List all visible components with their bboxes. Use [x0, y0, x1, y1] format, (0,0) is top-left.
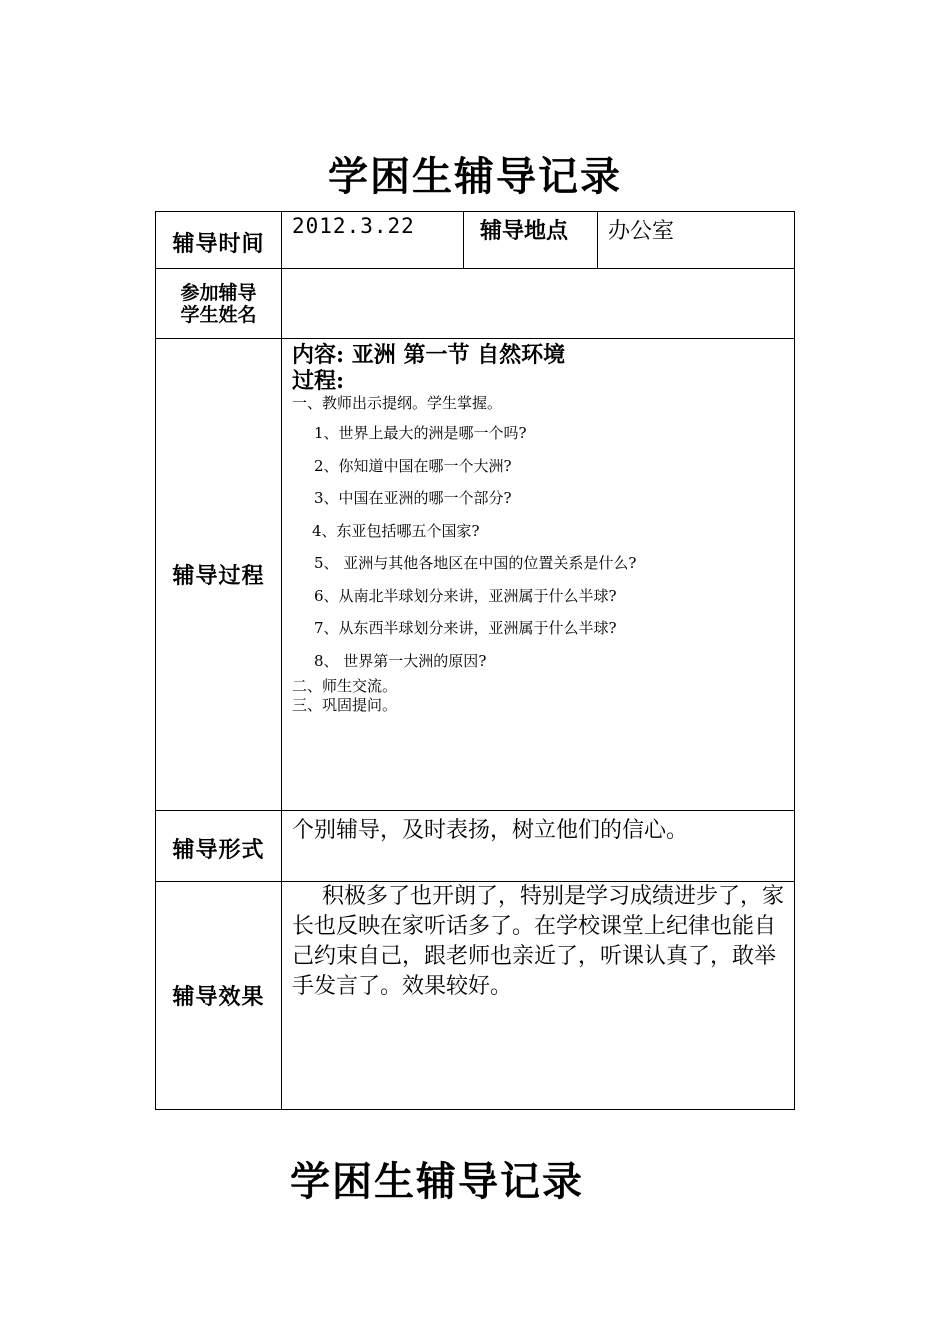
question-item: 4、东亚包括哪五个国家?: [312, 521, 480, 540]
students-value: [282, 269, 794, 338]
students-label: [156, 269, 281, 338]
process-title: 过程:: [292, 368, 345, 394]
effect-value: 积极多了也开朗了，特别是学习成绩进步了，家长也反映在家听话多了。在学校课堂上纪律也能自己约束自己，跟老师也亲近了，听课认真了，敢举手发言了。效果较好。: [292, 884, 785, 999]
process-step2: 二、师生交流。: [292, 677, 398, 695]
question-item: 6、从南北半球划分来讲，亚洲属于什么半球?: [314, 586, 617, 605]
page-title-repeat: 学困生辅导记录: [290, 1158, 584, 1205]
process-topic: 内容: 亚洲 第一节 自然环境: [292, 342, 566, 368]
question-item: 3、中国在亚洲的哪一个部分?: [314, 489, 512, 507]
students-label-line1: 参加辅导: [180, 281, 257, 304]
effect-label: 辅导效果: [172, 984, 265, 1010]
question-item: 1、世界上最大的洲是哪一个吗?: [314, 424, 527, 442]
record-table: [155, 211, 795, 1110]
page-title: 学困生辅导记录: [328, 153, 622, 200]
place-value: 办公室: [608, 219, 675, 244]
time-label: 辅导时间: [172, 230, 265, 257]
place-label: 辅导地点: [480, 218, 569, 244]
students-label-line2: 学生姓名: [180, 303, 257, 326]
question-item: 2、你知道中国在哪一个大洲?: [314, 456, 512, 475]
question-item: 8、 世界第一大洲的原因?: [314, 651, 487, 670]
process-step3: 三、巩固提问。: [292, 696, 398, 714]
time-value: 2012.3.22: [292, 214, 415, 238]
form-value: 个别辅导，及时表扬，树立他们的信心。: [292, 818, 689, 843]
process-label: 辅导过程: [172, 563, 265, 589]
form-label: 辅导形式: [172, 836, 265, 863]
process-step1: 一、教师出示提纲。学生掌握。: [292, 394, 503, 412]
question-item: 5、 亚洲与其他各地区在中国的位置关系是什么?: [314, 554, 637, 572]
question-item: 7、从东西半球划分来讲，亚洲属于什么半球?: [314, 619, 617, 637]
process-content: [282, 339, 794, 810]
